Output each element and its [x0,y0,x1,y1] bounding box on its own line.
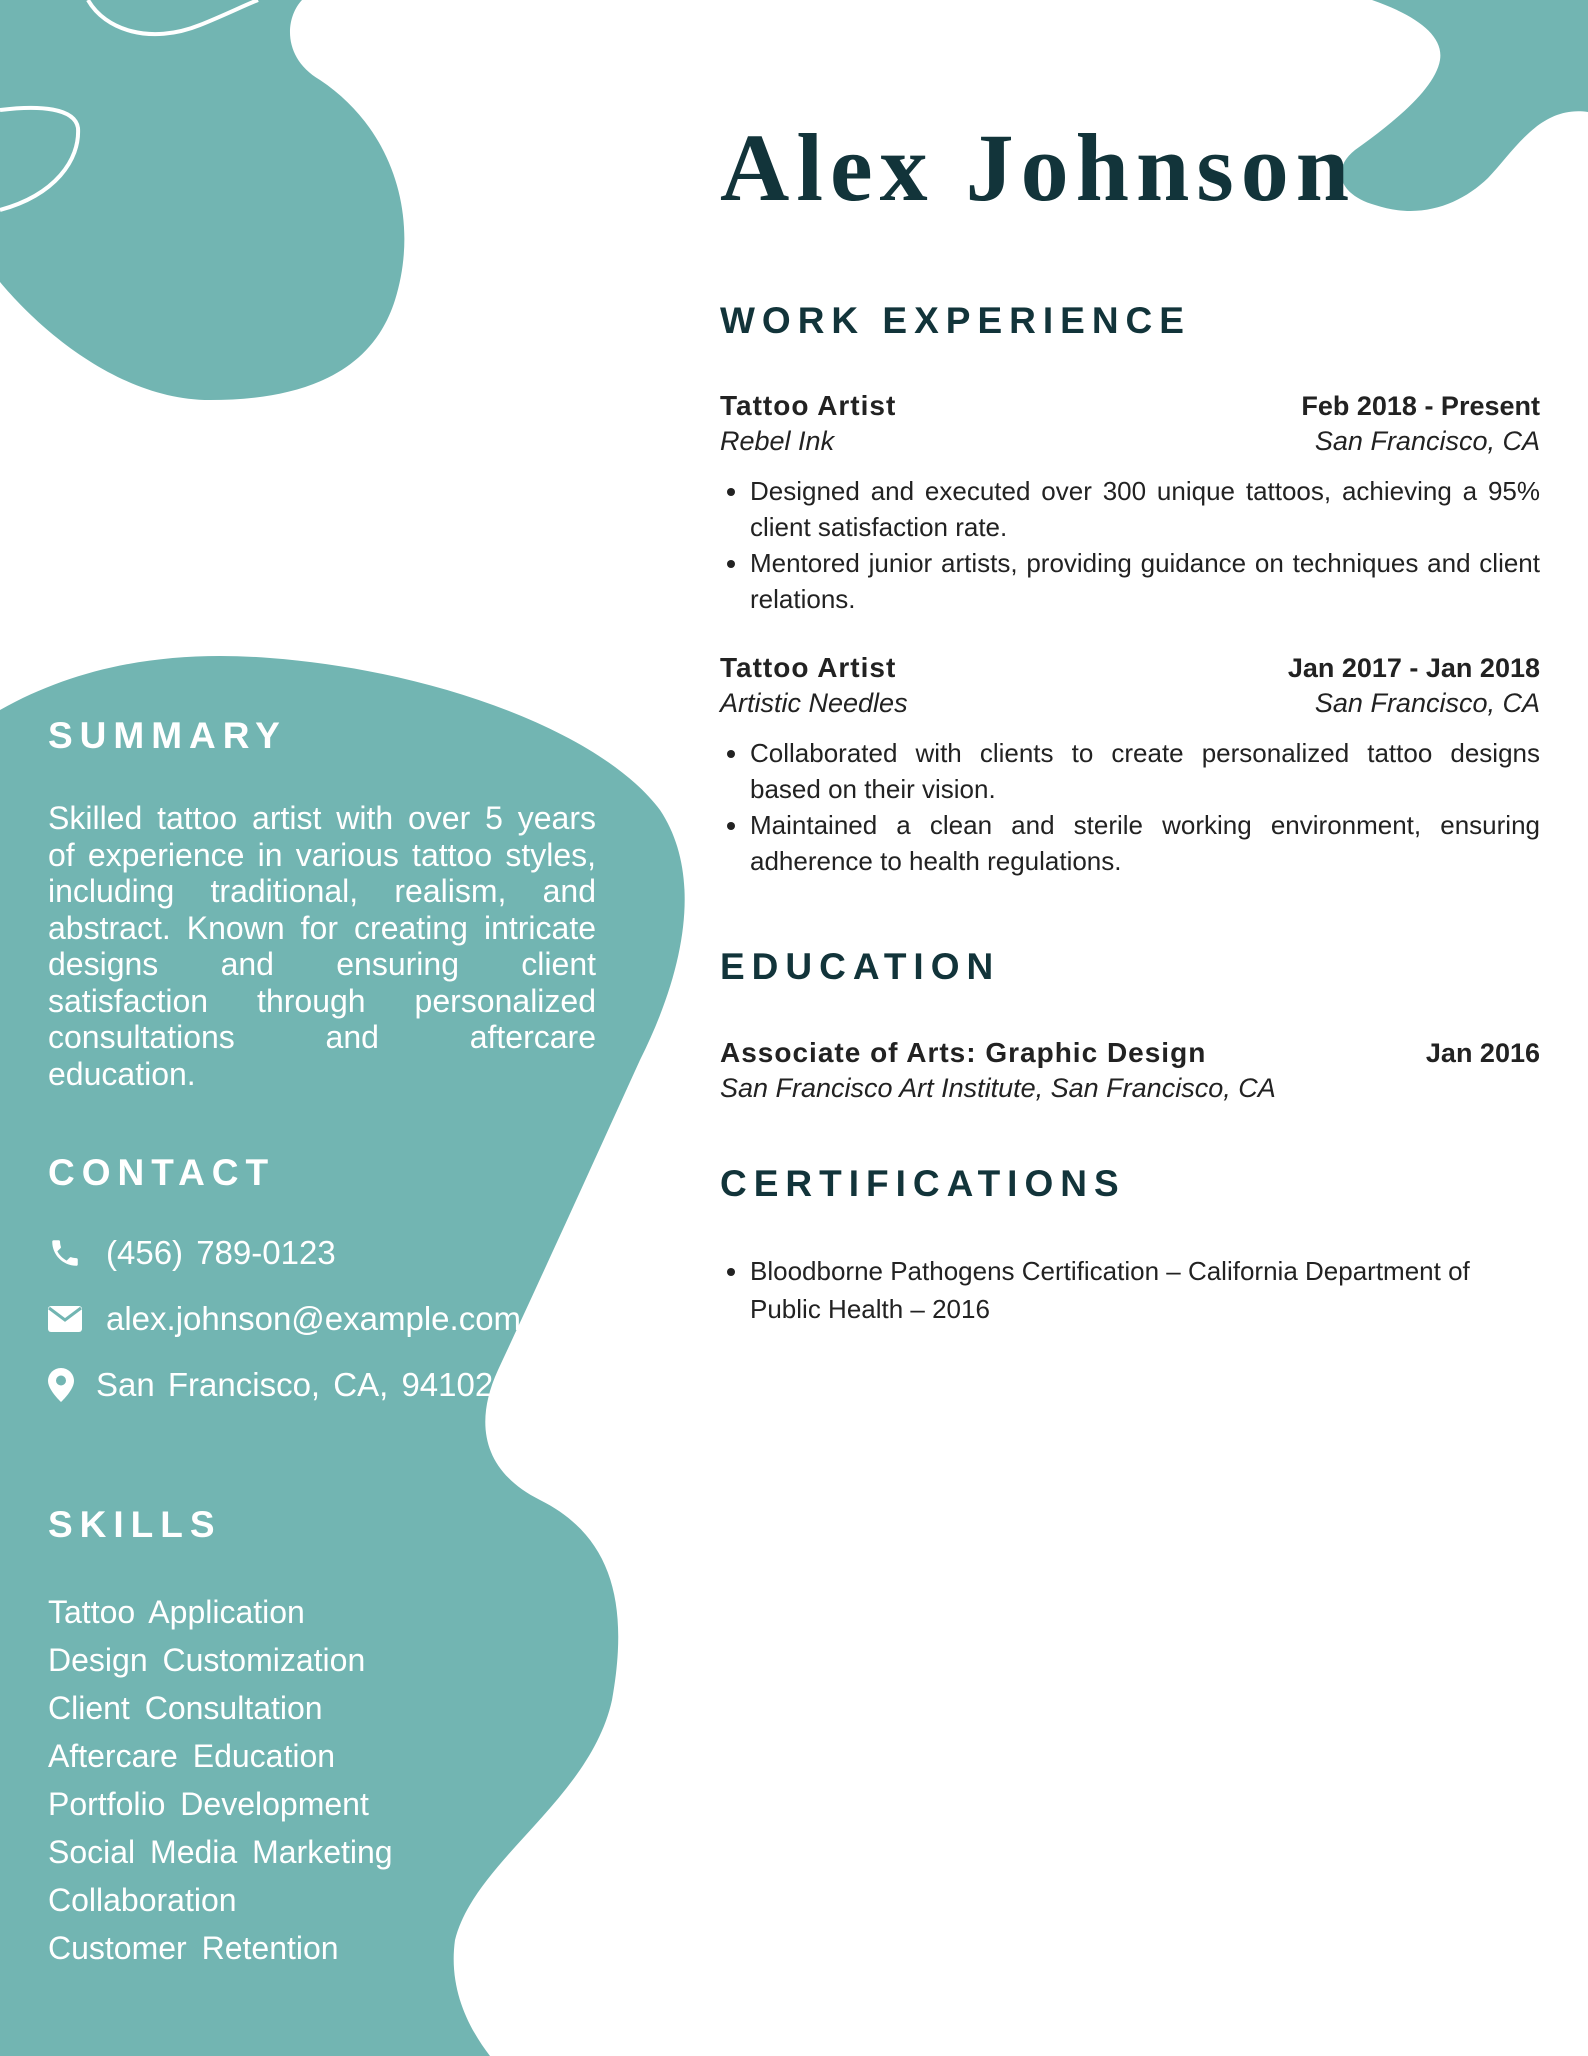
job-location: San Francisco, CA [1314,688,1540,718]
location-text: San Francisco, CA, 94102 [96,1366,494,1403]
contact-location [48,1366,493,1404]
education-heading: EDUCATION [720,946,1001,987]
school: San Francisco Art Institute, San Francisco, CA [720,1073,1276,1103]
top-left-blob [0,0,404,400]
certifications-list [720,1238,1540,1328]
job-entry [720,390,1540,617]
job-dates: Jan 2017 - Jan 2018 [1287,653,1540,683]
skill-item: Aftercare Education [48,1738,336,1774]
job-title: Tattoo Artist [720,390,897,421]
summary-heading: SUMMARY [48,715,287,756]
work-experience-heading: WORK EXPERIENCE [720,300,1191,341]
candidate-name: Alex Johnson [720,114,1357,221]
job-dates: Feb 2018 - Present [1301,391,1540,421]
skills-list [48,1588,393,1972]
contact-phone [48,1234,336,1272]
envelope-icon [48,1306,88,1332]
phone-icon [48,1236,88,1270]
phone-number: (456) 789-0123 [106,1234,336,1271]
job-location: San Francisco, CA [1314,426,1540,456]
bullet-item: • Mentored junior artists, providing guidance on techniques and client relations. [750,545,1540,617]
top-right-blob [1341,0,1588,211]
job-title: Tattoo Artist [720,652,897,683]
bullet-item: • Maintained a clean and sterile working environment, ensuring adherence to health regulations. [750,807,1540,879]
skill-item: Design Customization [48,1642,366,1678]
skill-item: Tattoo Application [48,1594,305,1630]
bullet-item: • Collaborated with clients to create personalized tattoo designs based on their vision. [750,735,1540,807]
skill-item: Social Media Marketing [48,1834,393,1870]
certification-item: • Bloodborne Pathogens Certification – California Department of Public Health – 2016 [750,1252,1540,1328]
job-entry [720,652,1540,879]
skill-item: Customer Retention [48,1930,339,1966]
map-pin-icon [48,1368,78,1402]
email-address: alex.johnson@example.com [106,1300,522,1337]
skills-heading: SKILLS [48,1504,222,1545]
degree: Associate of Arts: Graphic Design [720,1037,1207,1068]
skill-item: Collaboration [48,1882,237,1918]
skill-item: Client Consultation [48,1690,323,1726]
bullet-item: • Designed and executed over 300 unique tattoos, achieving a 95% client satisfaction rate. [750,473,1540,545]
job-company: Artistic Needles [720,688,908,718]
certification-bullets [720,1252,1540,1328]
skill-item: Portfolio Development [48,1786,369,1822]
education-entry [720,1037,1540,1104]
contact-heading: CONTACT [48,1152,276,1193]
job-bullets [720,473,1540,617]
contact-email [48,1300,521,1338]
job-company: Rebel Ink [720,426,835,456]
certifications-heading: CERTIFICATIONS [720,1163,1126,1204]
job-bullets [720,735,1540,879]
summary-text: Skilled tattoo artist with over 5 years of experience in various tattoo styles, including traditional, realism, and abstract. Known for creating intricate designs and ensuring client satisfaction through personalized consultations and aftercare education. [48,800,596,1092]
graduation-date: Jan 2016 [1425,1038,1540,1068]
